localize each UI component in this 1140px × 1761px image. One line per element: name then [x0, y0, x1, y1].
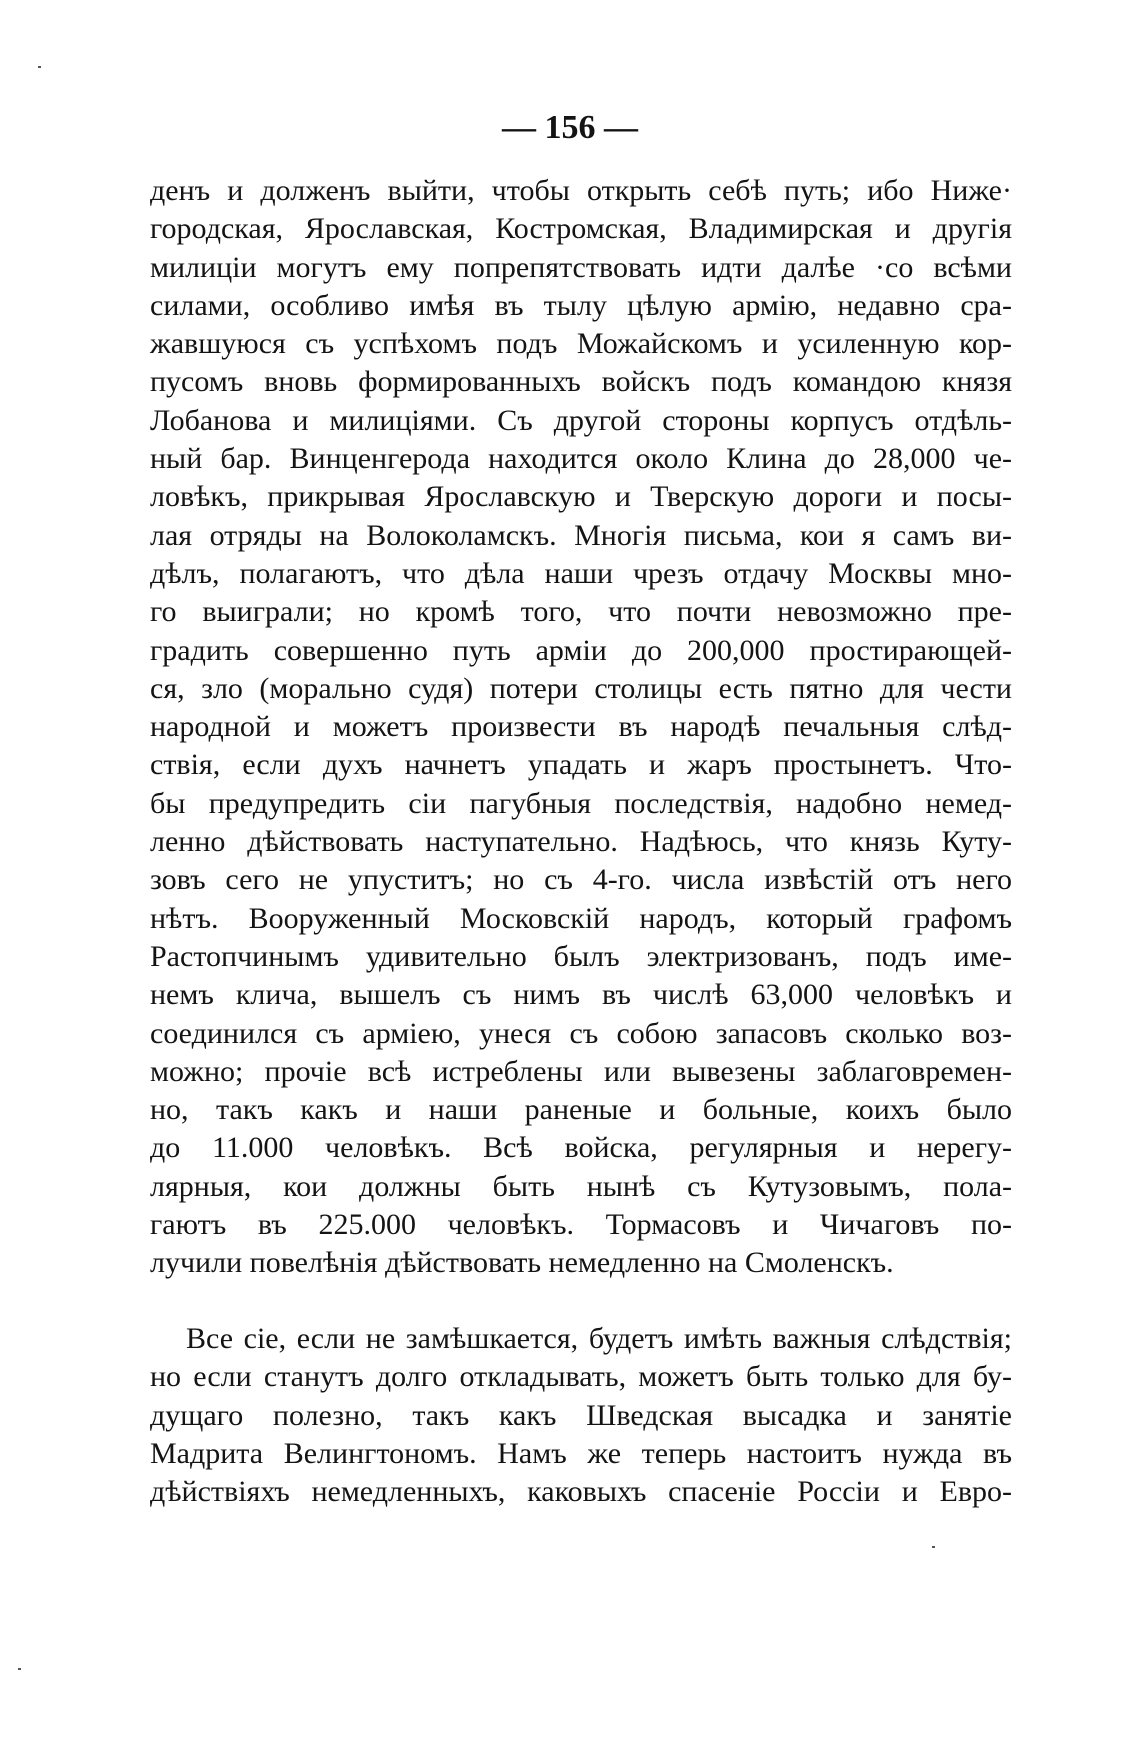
text-line: ствія, если духъ начнетъ упадать и жаръ простынетъ. Что- — [150, 748, 1012, 782]
text-line: дѣлъ, полагаютъ, что дѣла наши чрезъ отдачу Москвы мно- — [150, 556, 1012, 590]
text-line: народной и можетъ произвести въ народѣ печальныя слѣд- — [150, 710, 1012, 744]
text-line: ловѣкъ, прикрывая Ярославскую и Тверскую дороги и посы- — [150, 480, 1012, 514]
text-line: силами, особливо имѣя въ тылу цѣлую армію, недавно сра- — [150, 288, 1012, 322]
text-line: гаютъ въ 225.000 человѣкъ. Тормасовъ и Чичаговъ по- — [150, 1208, 1012, 1242]
scan-speck — [932, 1546, 935, 1548]
text-line: нѣтъ. Вооруженный Московскій народъ, который графомъ — [150, 901, 1012, 935]
text-line: дѣйствіяхъ немедленныхъ, каковыхъ спасеніе Россіи и Евро- — [150, 1475, 1012, 1509]
text-line: городская, Ярославская, Костромская, Владимирская и другія — [150, 212, 1012, 246]
text-line: Все сіе, если не замѣшкается, будетъ имѣть важныя слѣдствія; — [186, 1322, 1012, 1355]
text-line: соединился съ арміею, унеся съ собою запасовъ сколько воз- — [150, 1016, 1012, 1050]
text-line: лучили повелѣнія дѣйствовать немедленно на Смоленскъ. — [150, 1246, 894, 1280]
paragraph-1 — [150, 172, 1012, 1283]
page-number: — 156 — — [502, 109, 638, 146]
text-line: ный бар. Винценгерода находится около Клина до 28,000 че- — [150, 442, 1012, 476]
text-line: бы предупредить сіи пагубныя последствія, надобно немед- — [150, 786, 1012, 820]
text-line: но, такъ какъ и наши раненые и больные, коихъ было — [150, 1093, 1012, 1127]
text-line: жавшуюся съ успѣхомъ подъ Можайскомъ и усиленную кор- — [150, 327, 1012, 361]
text-line: пусомъ вновь формированныхъ войскъ подъ командою князя — [150, 365, 1012, 399]
text-line: дущаго полезно, такъ какъ Шведская высадка и занятіе — [150, 1398, 1012, 1432]
text-line: градить совершенно путь арміи до 200,000 простирающей- — [150, 633, 1012, 667]
paragraph-2 — [150, 1320, 1012, 1511]
text-line: милиціи могутъ ему попрепятствовать идти далѣе ·со всѣми — [150, 250, 1012, 284]
scan-speck — [38, 66, 41, 68]
text-line: ся, зло (морально судя) потери столицы есть пятно для чести — [150, 671, 1012, 705]
text-line: денъ и долженъ выйти, чтобы открыть себѣ путь; ибо Ниже· — [150, 174, 1012, 207]
text-line: но если станутъ долго откладывать, можетъ быть только для бу- — [150, 1360, 1012, 1394]
text-line: Мадрита Велингтономъ. Намъ же теперь настоитъ нужда въ — [150, 1436, 1012, 1470]
scan-speck — [18, 1668, 21, 1670]
text-line: лярныя, кои должны быть нынѣ съ Кутузовымъ, пола- — [150, 1169, 1012, 1203]
text-line: ленно дѣйствовать наступательно. Надѣюсь, что князь Куту- — [150, 825, 1012, 859]
text-line: до 11.000 человѣкъ. Всѣ войска, регулярныя и нерегу- — [150, 1131, 1012, 1165]
text-line: можно; прочіе всѣ истреблены или вывезены заблаговремен- — [150, 1054, 1012, 1088]
text-line: Лобанова и милиціями. Съ другой стороны корпусъ отдѣль- — [150, 403, 1012, 437]
text-line: немъ клича, вышелъ съ нимъ въ числѣ 63,000 человѣкъ и — [150, 978, 1012, 1012]
text-line: Растопчинымъ удивительно былъ электризованъ, подъ име- — [150, 939, 1012, 973]
text-line: го выиграли; но кромѣ того, что почти невозможно пре- — [150, 595, 1012, 629]
text-line: зовъ сего не упуститъ; но съ 4-го. числа извѣстій отъ него — [150, 863, 1012, 897]
text-line: лая отряды на Волоколамскъ. Многія письма, кои я самъ ви- — [150, 518, 1012, 552]
